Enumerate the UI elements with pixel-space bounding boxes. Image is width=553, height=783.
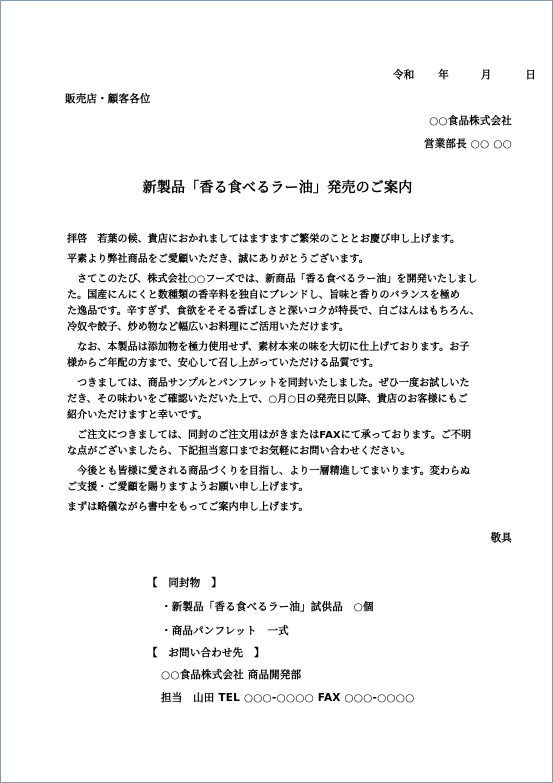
body-line: た。国産にんにくと数種類の香辛料を独自にブレンドし、旨味と香りのバランスを極め <box>67 290 460 301</box>
letter-title: 新製品「香る食べるラー油」発売のご案内 <box>142 180 413 196</box>
body-line: 紹介いただけますと幸いです。 <box>67 410 208 421</box>
body-line: 冷奴や餃子、炒め物など幅広いお料理にご活用いただけます。 <box>67 322 349 333</box>
recipient: 販売店・顧客各位 <box>65 93 151 105</box>
body-line: さてこのたび、株式会社○○フーズでは、新商品「香る食べるラー油」を開発いたしまし <box>67 274 478 285</box>
enclosure-item: ・新製品「香る食べるラー油」試供品 ○個 <box>161 601 374 613</box>
body-line: まずは略儀ながら書中をもってご案内申し上げます。 <box>67 502 309 513</box>
contact-details: 担当 山田 TEL ○○○-○○○○ FAX ○○○-○○○○ <box>161 692 415 704</box>
date-month: 月 <box>480 69 492 81</box>
body-line: ご支援・ご愛顧を賜りますようお願い申し上げます。 <box>67 482 309 493</box>
letter-body <box>67 232 503 516</box>
contact-heading: 【 お問い合わせ先 】 <box>147 647 265 659</box>
body-line: 様からご年配の方まで、安心して召し上がっていただける品質です。 <box>67 358 380 369</box>
body-line: な点がございましたら、下記担当窓口までお気軽にお問い合わせください。 <box>67 446 411 457</box>
enclosure-item: ・商品パンフレット 一式 <box>161 625 289 637</box>
enclosures-heading: 【 同封物 】 <box>147 577 222 589</box>
contact-company: ○○食品株式会社 商品開発部 <box>161 669 302 681</box>
sender-company: ○○食品株式会社 <box>429 115 512 127</box>
body-line: なお、本製品は添加物を極力使用せず、素材本来の味を大切に仕上げております。お子 <box>67 342 470 353</box>
letter-date <box>393 69 536 82</box>
date-era: 令和 <box>393 69 415 81</box>
body-line: 拝啓 若葉の候、貴店におかれましてはますますご繁栄のこととお慶び申し上げます。 <box>67 234 461 245</box>
body-line: だき、その味わいをご確認いただいた上で、○月○日の発売日以降、貴店のお客様にもご <box>67 394 468 405</box>
closing-word: 敬具 <box>490 532 512 544</box>
date-day: 日 <box>525 69 537 81</box>
body-line: 平素より弊社商品をご愛顧いただき、誠にありがとうございます。 <box>67 254 369 265</box>
body-line: 今後とも皆様に愛される商品づくりを目指し、より一層精進してまいります。変わらぬ <box>67 466 471 477</box>
date-year: 年 <box>438 69 449 81</box>
body-line: ご注文につきましては、同封のご注文用はがきまたはFAXにて承っております。ご不明 <box>67 430 472 441</box>
body-line: た逸品です。辛すぎず、食欲をそそる香ばしさと深いコクが特長で、白ごはんはもちろん、 <box>67 306 480 317</box>
sender-name: 営業部長 ○○ ○○ <box>424 138 512 150</box>
body-line: つきましては、商品サンプルとパンフレットを同封いたしました。ぜひ一度お試しいた <box>67 378 470 389</box>
